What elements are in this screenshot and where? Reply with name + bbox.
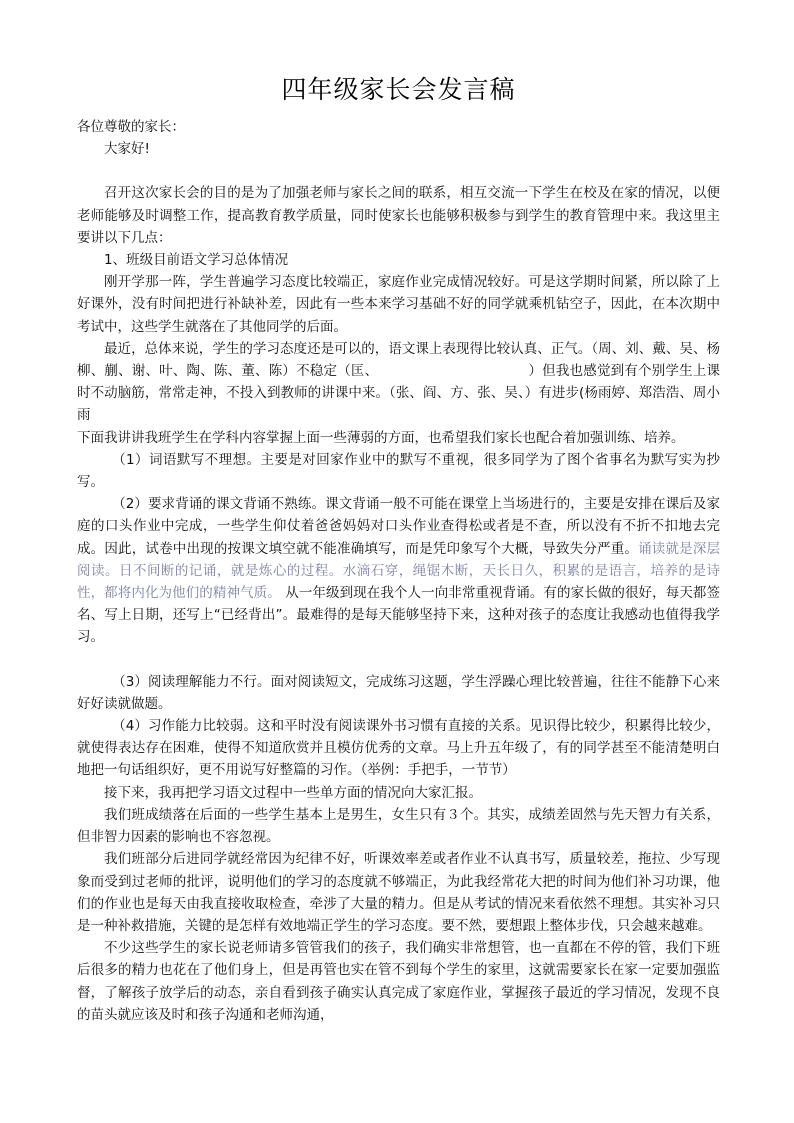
paragraph-recent-attitude — [77, 338, 720, 427]
recent-attitude-text-a: 最近，总体来说，学生的学习态度还是可以的，语文课上表现得比较认真、正气。（周、刘、戴、吴、杨柳、蒯、谢、叶、陶、陈、董、陈）不稳定（匡、 — [77, 340, 720, 380]
paragraph-discipline: 我们班部分后进同学就经常因为纪律不好，听课效率差或者作业不认真书写，质量较差，拖拉、少写现象而受到过老师的批评，说明他们的学习的态度就不够端正，为此我经常花大把的时间为他们补习功课，他们的作业也是每天由我直接收取检查，牵涉了大量的精力。但是从考试的情况来看依然不理想。其实补习只是一种补救措施，关键的是怎样有效地端正学生的学习态度。要不然，要想跟上整体步伐，只会越来越难。 — [77, 851, 720, 934]
intro-paragraph: 召开这次家长会的目的是为了加强老师与家长之间的联系，相互交流一下学生在校及在家的情况，以便老师能够及时调整工作，提高教育教学质量，同时使家长也能够积极参与到学生的教育管理中来。我这里主要讲以下几点： — [77, 185, 720, 246]
item-writing: （4）习作能力比较弱。这和平时没有阅读课外书习惯有直接的关系。见识得比较少，积累得比较少，就使得表达存在困难，使得不知道欣赏并且模仿优秀的文章。马上升五年级了，有的同学甚至不能清楚明白地把一句话组织好，更不用说写好整篇的习作。（举例：手把手，一节节） — [77, 718, 720, 779]
recitation-text-b: 从一年级到现在我个人一向非常重视背诵。有的家长做的很好，每天都签名、写上日期，还写上“已经背出”。最难得的是每天能够坚持下来，这种对孩子的态度让我感动也值得我学习。 — [77, 585, 720, 646]
paragraph-boys: 我们班成绩落在后面的一些学生基本上是男生，女生只有３个。其实，成绩差固然与先天智力有关系，但非智力因素的影响也不容忽视。 — [77, 806, 720, 846]
item-dictation: （1）词语默写不理想。主要是对回家作业中的默写不重视，很多同学为了图个省事名为默写实为抄写。 — [77, 451, 720, 491]
blank-line — [77, 160, 720, 182]
item-recitation — [77, 493, 720, 648]
blank-line — [77, 649, 720, 671]
item-reading: （3）阅读理解能力不行。面对阅读短文，完成练习这题，学生浮躁心理比较普遍，往往不能静下心来好好读就做题。 — [77, 673, 720, 712]
recent-attitude-text-b: ）但我也感觉到有个别学生上课时不动脑筋，常常走神，不投入到教师的讲课中来。（张、阎、方、张、吴、）有进步(杨雨婷、郑浩浩、周小雨 — [77, 363, 721, 424]
paragraph-weak-areas: 下面我讲讲我班学生在学科内容掌握上面一些薄弱的方面，也希望我们家长也配合着加强训练、培养。 — [77, 429, 685, 446]
document-page — [77, 72, 720, 1026]
salutation: 各位尊敬的家长： — [77, 119, 185, 135]
paragraph-parents: 不少这些学生的家长说老师请多管管我们的孩子，我们确实非常想管，也一直都在不停的管，我们下班后很多的精力也花在了他们身上，但是再管也实在管不到每个学生的家里，这就需要家长在家一定要加强监督，了解孩子放学后的动态，亲自看到孩子确实认真完成了家庭作业，掌握孩子最近的学习情况，发现不良的苗头就应该及时和孩子沟通和老师沟通， — [77, 940, 720, 1023]
recitation-quote: 诵读就是深层阅读。日不间断的记诵，就是炼心的过程。水滴石穿，绳锯木断，天长日久，积累的是语言，培养的是诗性，都将内化为他们的精神气质。 — [77, 540, 721, 602]
recitation-text-a: （2）要求背诵的课文背诵不熟练。课文背诵一般不可能在课堂上当场进行的，主要是安排在课后及家庭的口头作业中完成，一些学生仰仗着爸爸妈妈对口头作业查得松或者是不查，所以没有不折不扣地去完成。因此，试卷中出现的按课文填空就不能准确填写，而是凭印象写个大概，导致失分严重。 — [77, 496, 720, 557]
greeting: 大家好! — [104, 141, 150, 158]
paragraph-start-of-term: 刚开学那一阵，学生普遍学习态度比较端正，家庭作业完成情况较好。可是这学期时间紧，所以除了上好课外，没有时间把进行补缺补差，因此有一些本来学习基础不好的同学就乘机钻空子，因此，在本次期中考试中，这些学生就落在了其他同学的后面。 — [77, 274, 720, 335]
document-title: 四年级家长会发言稿 — [281, 75, 516, 104]
section-heading: 1、班级目前语文学习总体情况 — [104, 252, 289, 269]
paragraph-next: 接下来，我再把学习语文过程中一些单方面的情况向大家汇报。 — [104, 784, 482, 801]
document-body — [77, 116, 720, 1026]
